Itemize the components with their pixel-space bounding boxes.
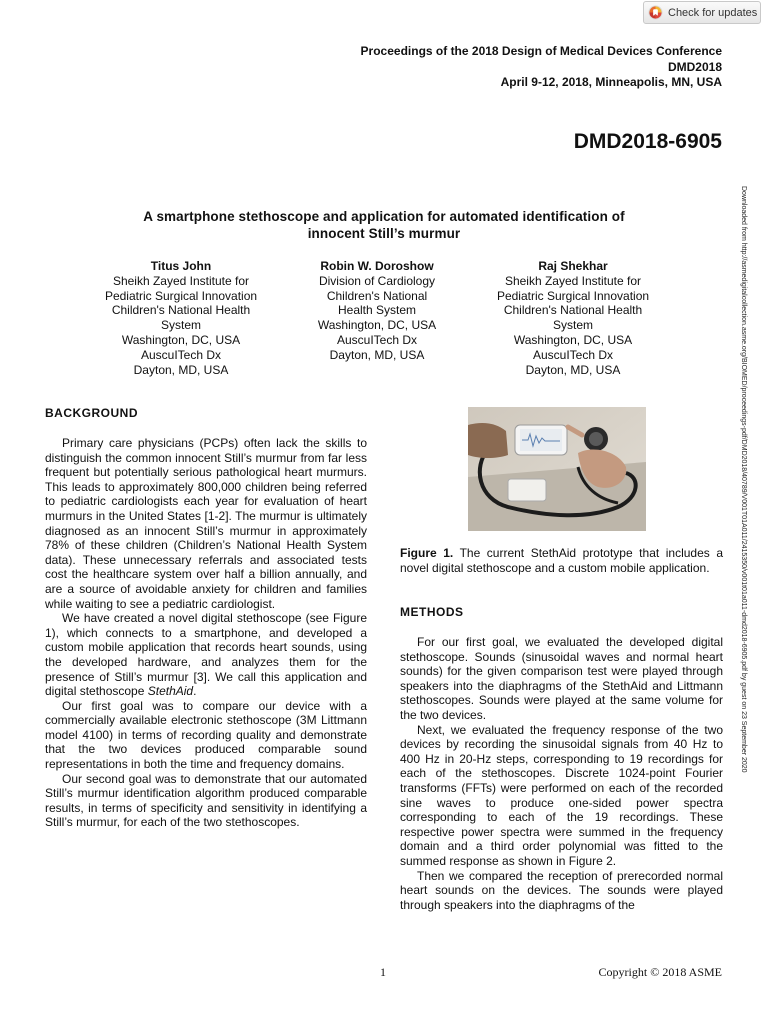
page-number: 1 bbox=[380, 965, 386, 979]
left-column bbox=[45, 406, 367, 830]
author-block-3 bbox=[488, 259, 658, 377]
figure-1-photo bbox=[468, 407, 646, 531]
author-name: Raj Shekhar bbox=[538, 259, 608, 273]
methods-heading: METHODS bbox=[400, 605, 464, 619]
figure-1-label: Figure 1. bbox=[400, 546, 454, 560]
figure-1-caption-text: The current StethAid prototype that includes a novel digital stethoscope and a custom mobile application. bbox=[400, 546, 723, 575]
download-note: Downloaded from http://asmedigitalcollection.asme.org/BIOMED/proceedings-pdf/DMD2018/40789/V001T01A011/2415350/v001t01a011-dmd2018-6905.pdf by guest on 23 September 2020 bbox=[740, 186, 747, 773]
stethaid-prototype-image bbox=[468, 407, 646, 531]
conference-code: DMD2018 bbox=[667, 59, 722, 74]
paper-id: DMD2018-6905 bbox=[573, 130, 722, 153]
conference-dates-location: April 9-12, 2018, Minneapolis, MN, USA bbox=[500, 75, 722, 89]
background-paragraph-2 bbox=[45, 611, 367, 699]
background-paragraph-2-end: . bbox=[193, 684, 197, 699]
figure-1-caption bbox=[400, 546, 723, 575]
author-name: Titus John bbox=[150, 259, 212, 273]
author-name: Robin W. Doroshow bbox=[320, 259, 434, 273]
author-affiliation: Sheikh Zayed Institute for Pediatric Surgical Innovation Children's National Health System Washington, DC, USA AuscuITech Dx Dayton, MD, USA bbox=[496, 273, 650, 377]
paper-title bbox=[60, 208, 708, 242]
author-block-2 bbox=[292, 259, 462, 363]
background-paragraph-3: Our first goal was to compare our device with a commercially available electronic stethoscope (3M Littmann model 4100) in terms of recording quality and demonstrate that the two devices produced comparable sound representations in both the time and frequency domains. bbox=[45, 698, 367, 772]
author-block-1 bbox=[95, 259, 267, 377]
author-affiliation: Division of Cardiology Children's National Health System Washington, DC, USA AuscuITech Dx Dayton, MD, USA bbox=[317, 273, 437, 362]
paper-title-line-2: innocent Still’s murmur bbox=[307, 226, 461, 241]
methods-paragraph-3: Then we compared the reception of prerecorded normal heart sounds on the devices. The sounds were played through speakers into the diaphragms of the bbox=[400, 868, 723, 912]
check-for-updates-label: Check for updates bbox=[668, 6, 758, 19]
background-paragraph-4: Our second goal was to demonstrate that our automated Still’s murmur identification algorithm produced comparable results, in terms of specificity and sensitivity in identifying a Still’s murmur, for each of the two stethoscopes. bbox=[45, 771, 367, 830]
background-paragraph-1: Primary care physicians (PCPs) often lack the skills to distinguish the common innocent Still’s murmur from far less frequent but potentially serious pathological heart murmurs. This leads to approximately 800,000 children being referred to pediatric cardiologists each year for evaluation of heart murmurs in the United States [1-2]. The murmur is ultimately diagnosed as an innocent Still’s murmur in approximately 78% of these children (Children’s National Health System data). These unnecessary referrals and associated tests cost the healthcare system over half a billion annually, and are a source of avoidable anxiety for children and families while waiting to see a pediatric cardiologist. bbox=[45, 436, 367, 611]
check-for-updates-icon bbox=[648, 5, 663, 20]
proceedings-title: Proceedings of the 2018 Design of Medical Devices Conference bbox=[360, 44, 722, 58]
right-column-methods bbox=[400, 605, 723, 912]
paper-title-line-1: A smartphone stethoscope and application for automated identification of bbox=[143, 209, 625, 224]
proceedings-header bbox=[361, 44, 722, 91]
background-paragraph-2-text: We have created a novel digital stethoscope (see Figure 1), which connects to a smartphone, and developed a custom mobile application that records heart sounds, using the developed hardware, and analyzes them for the presence of Still’s murmur [3]. We call this application and digital stethoscope bbox=[45, 611, 367, 699]
methods-paragraph-1: For our first goal, we evaluated the developed digital stethoscope. Sounds (sinusoidal waves and normal heart sounds) for the given comparison test were played through speakers into the diaphragms of the StethAid and Littmann stethoscopes. Sounds were played at the same volume for the two devices. bbox=[400, 635, 723, 722]
background-heading: BACKGROUND bbox=[45, 406, 138, 420]
check-for-updates-button[interactable] bbox=[643, 1, 761, 24]
methods-paragraph-2: Next, we evaluated the frequency response of the two devices by recording the sinusoidal signals from 40 Hz to 400 Hz in 20-Hz steps, corresponding to 19 recordings for each of the stethoscopes. Discrete 1024-point Fourier transforms (FFTs) were performed on each of the recorded sine waves to produce one-sided power spectra corresponding to each of the 19 recordings. These respective power spectra were summed in the frequency domain and a third order polynomial was fitted to the summed response as shown in Figure 2. bbox=[400, 722, 723, 868]
stethaid-term: StethAid bbox=[147, 684, 194, 699]
copyright-notice: Copyright © 2018 ASME bbox=[598, 965, 722, 979]
author-affiliation: Sheikh Zayed Institute for Pediatric Surgical Innovation Children's National Health System Washington, DC, USA AuscuITech Dx Dayton, MD, USA bbox=[104, 273, 258, 377]
